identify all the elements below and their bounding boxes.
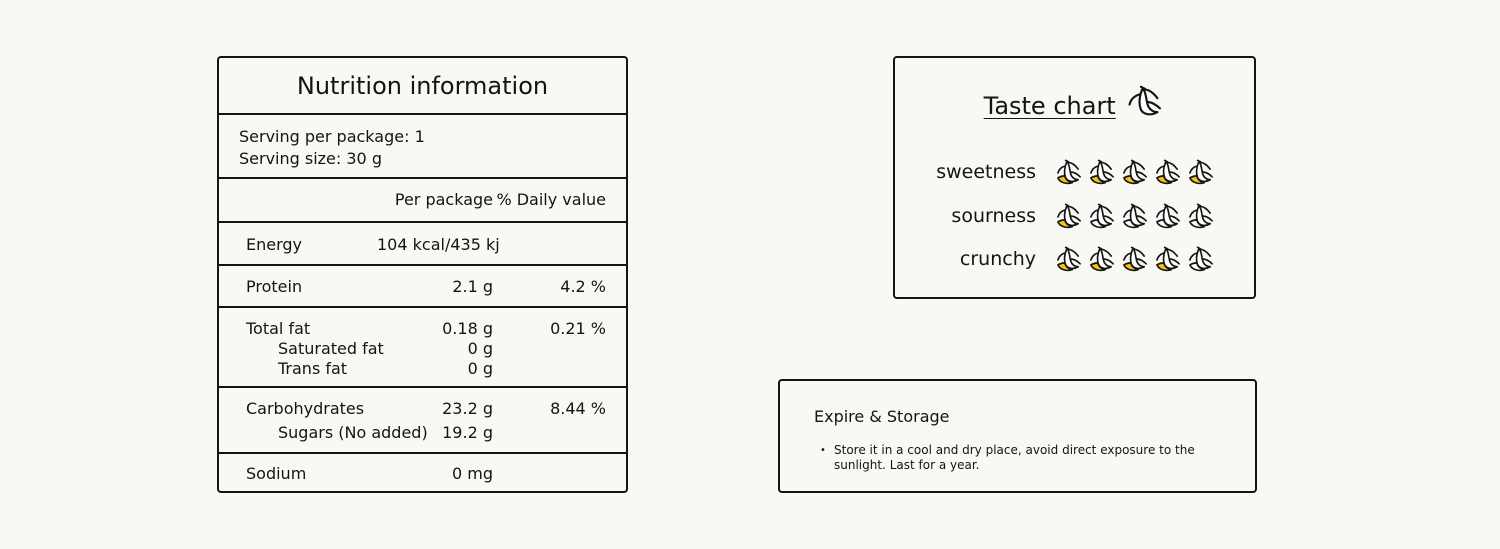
nutrient-daily-value: 0.21 % (550, 319, 606, 338)
sub-nutrient-label: Saturated fat (278, 339, 384, 358)
taste-chart-panel (893, 56, 1256, 299)
nutrition-title: Nutrition information (219, 58, 626, 115)
nutrition-row-energy (219, 223, 626, 266)
storage-title: Expire & Storage (814, 407, 950, 426)
banana-icon-empty (1088, 202, 1117, 230)
banana-icon-filled (1187, 158, 1216, 186)
banana-icon-filled (1088, 245, 1117, 273)
nutrient-label: Protein (246, 277, 303, 296)
banana-icon-filled (1154, 245, 1183, 273)
banana-icon-empty (1187, 245, 1216, 273)
banana-icon-filled (1055, 158, 1084, 186)
taste-attribute-label: crunchy (959, 248, 1036, 270)
serving-size: Serving size: 30 g (239, 149, 382, 168)
banana-icon (1127, 84, 1165, 120)
per-package-header: Per package (394, 190, 493, 209)
banana-icon-filled (1055, 202, 1084, 230)
nutrient-value: 0 mg (451, 464, 493, 483)
taste-rating (1055, 245, 1216, 273)
nutrition-row-sodium (219, 454, 626, 494)
nutrient-label: Sodium (246, 464, 307, 483)
taste-row-sourness (895, 202, 1254, 230)
banana-icon-empty (1121, 202, 1150, 230)
taste-rating (1055, 202, 1216, 230)
banana-icon-filled (1154, 158, 1183, 186)
serving-info (219, 115, 626, 179)
taste-row-sweetness (895, 158, 1254, 186)
sub-nutrient-label: Sugars (No added) (278, 423, 428, 442)
nutrient-value: 0.18 g (442, 319, 493, 338)
sub-nutrient-value: 19.2 g (442, 423, 493, 442)
banana-icon-filled (1088, 158, 1117, 186)
sub-nutrient-label: Trans fat (278, 359, 348, 378)
nutrient-value: 104 kcal/435 kj (377, 235, 500, 254)
taste-row-crunchy (895, 245, 1254, 273)
nutrition-row-total-fat (219, 308, 626, 388)
banana-icon-filled (1121, 158, 1150, 186)
daily-value-header: % Daily value (496, 190, 606, 209)
taste-rating (1055, 158, 1216, 186)
nutrition-row-protein (219, 266, 626, 308)
banana-icon-empty (1154, 202, 1183, 230)
taste-chart-heading (895, 84, 1254, 120)
nutrition-panel (217, 56, 628, 493)
sub-nutrient-value: 0 g (467, 359, 493, 378)
storage-panel (778, 379, 1257, 493)
nutrient-value: 23.2 g (442, 399, 493, 418)
nutrient-daily-value: 8.44 % (550, 399, 606, 418)
banana-icon-filled (1055, 245, 1084, 273)
banana-icon-filled (1121, 245, 1150, 273)
banana-icon-empty (1187, 202, 1216, 230)
storage-bullets (820, 443, 1240, 473)
taste-attribute-label: sweetness (936, 161, 1036, 183)
nutrition-column-header (219, 179, 626, 223)
nutrition-row-carbohydrates (219, 388, 626, 454)
serving-per-package: Serving per package: 1 (239, 127, 425, 146)
nutrient-label: Carbohydrates (246, 399, 365, 418)
taste-attribute-label: sourness (951, 205, 1036, 227)
storage-bullet: • Store it in a cool and dry place, avoid direct exposure to the sunlight. Last for a year. (820, 443, 1240, 473)
nutrient-value: 2.1 g (452, 277, 493, 296)
nutrient-daily-value: 4.2 % (560, 277, 606, 296)
nutrient-label: Total fat (246, 319, 311, 338)
taste-chart-title: Taste chart (983, 92, 1116, 120)
sub-nutrient-value: 0 g (467, 339, 493, 358)
nutrient-label: Energy (246, 235, 303, 254)
